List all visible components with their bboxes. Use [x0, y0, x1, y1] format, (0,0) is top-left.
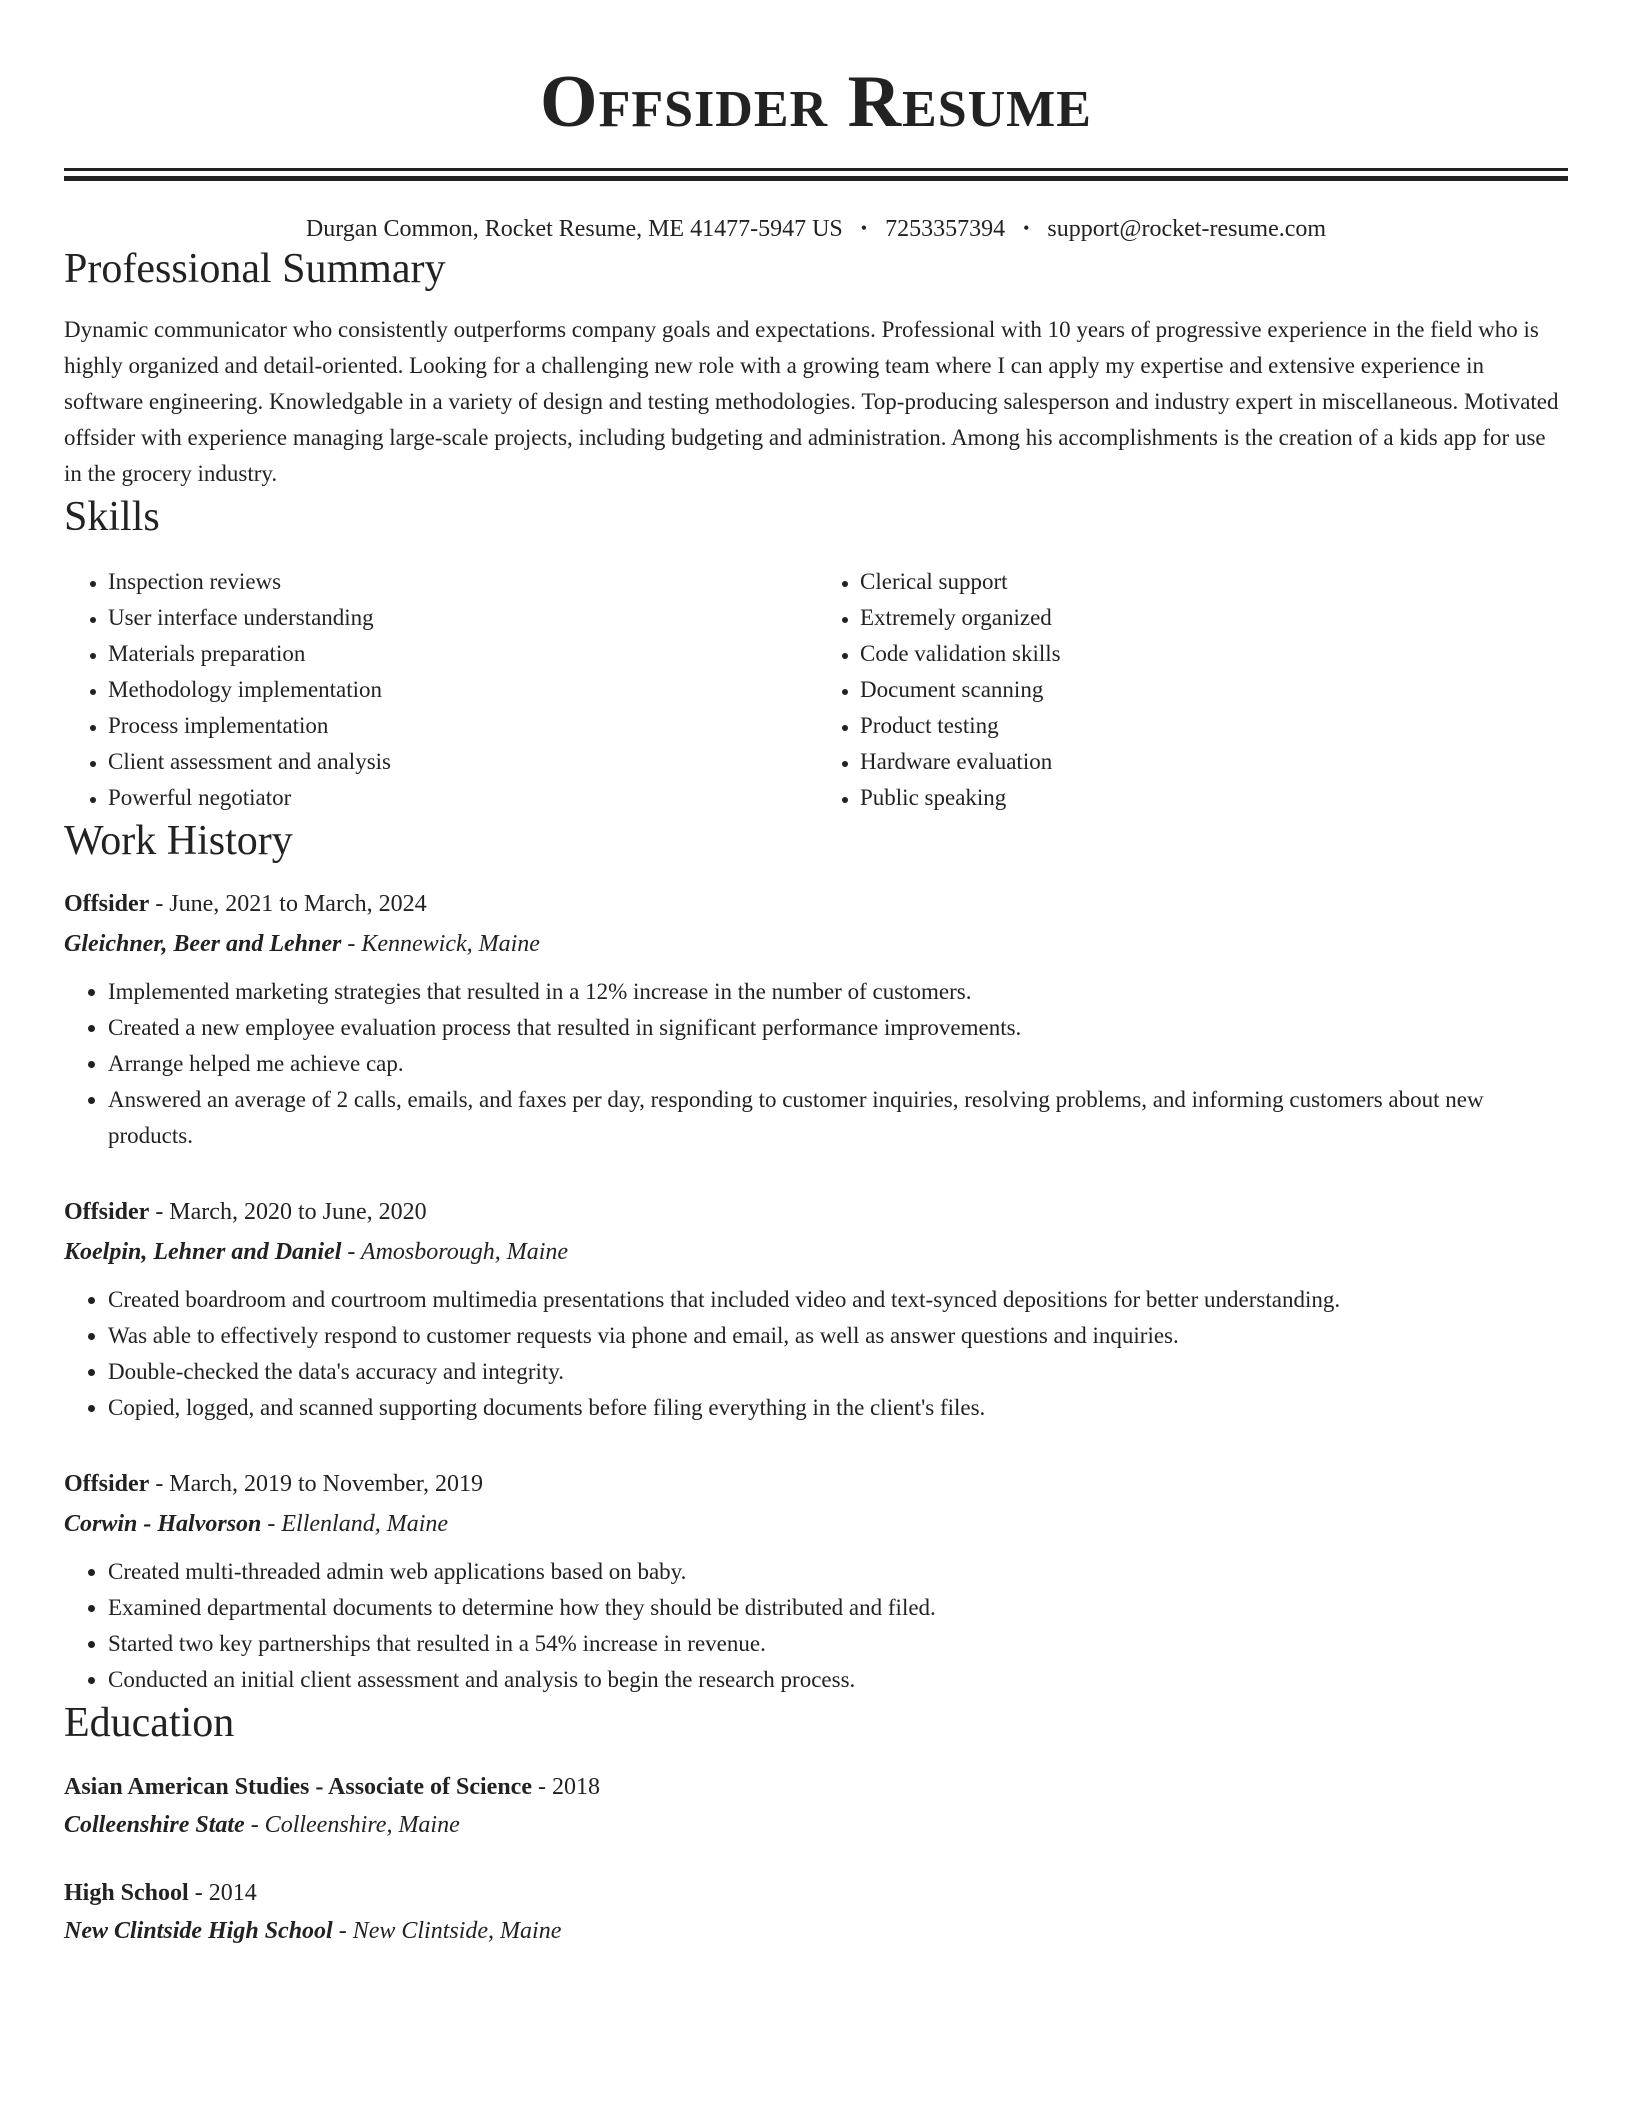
job-location: - Ellenland, Maine	[261, 1511, 449, 1537]
skills-column-left	[64, 564, 816, 816]
skill-item: • Extremely organized	[860, 600, 1568, 636]
contact-address: Durgan Common, Rocket Resume, ME 41477-5947 US	[305, 216, 843, 242]
job-location: - Kennewick, Maine	[341, 931, 540, 957]
education-heading: Education	[64, 1700, 235, 1746]
job-company-line	[64, 924, 1568, 964]
job-dates: - June, 2021 to March, 2024	[149, 891, 427, 917]
skills-list	[64, 564, 1568, 816]
contact-phone: 7253357394	[885, 216, 1006, 242]
job-company-line	[64, 1232, 1568, 1272]
skill-item: • Materials preparation	[108, 636, 816, 672]
job-entry	[64, 1192, 1568, 1426]
job-duty: • Created multi-threaded admin web applications based on baby.	[108, 1554, 1568, 1590]
skill-item: • Methodology implementation	[108, 672, 816, 708]
job-duties	[64, 974, 1568, 1154]
skill-item: • Product testing	[860, 708, 1568, 744]
summary-heading: Professional Summary	[64, 246, 446, 292]
job-duty: • Created boardroom and courtroom multimedia presentations that included video and text-synced depositions for better understanding.	[108, 1282, 1568, 1318]
education-entry	[64, 1768, 1568, 1844]
education-degree: Asian American Studies - Associate of Science	[64, 1774, 532, 1800]
job-duties	[64, 1554, 1568, 1698]
education-year: - 2018	[531, 1774, 600, 1800]
title-rule-thick	[64, 176, 1568, 181]
skill-item: • Inspection reviews	[108, 564, 816, 600]
job-duties	[64, 1282, 1568, 1426]
skill-item: • Process implementation	[108, 708, 816, 744]
job-company: Gleichner, Beer and Lehner	[64, 931, 342, 957]
skills-heading: Skills	[64, 494, 160, 540]
education-degree: High School	[64, 1880, 189, 1906]
skill-item: • Client assessment and analysis	[108, 744, 816, 780]
skill-item: • Powerful negotiator	[108, 780, 816, 816]
job-title-line	[64, 884, 1568, 924]
contact-email: support@rocket-resume.com	[1047, 216, 1327, 242]
job-company: Corwin - Halvorson	[64, 1511, 262, 1537]
job-entry	[64, 884, 1568, 1154]
job-duty: • Double-checked the data's accuracy and integrity.	[108, 1354, 1568, 1390]
job-duty: • Examined departmental documents to determine how they should be distributed and filed.	[108, 1590, 1568, 1626]
education-school: New Clintside High School	[64, 1918, 333, 1944]
job-duty: • Copied, logged, and scanned supporting documents before filing everything in the client's files.	[108, 1390, 1568, 1426]
job-title: Offsider	[64, 891, 150, 917]
contact-line	[64, 213, 1568, 244]
skills-column-right	[816, 564, 1568, 816]
education-location: - New Clintside, Maine	[332, 1918, 562, 1944]
job-duty: • Answered an average of 2 calls, emails, and faxes per day, responding to customer inquiries, resolving problems, and informing customers about new products.	[108, 1082, 1568, 1154]
resume-title: Offsider Resume	[540, 61, 1092, 143]
job-duty: • Implemented marketing strategies that resulted in a 12% increase in the number of customers.	[108, 974, 1568, 1010]
job-title: Offsider	[64, 1199, 150, 1225]
job-dates: - March, 2020 to June, 2020	[149, 1199, 427, 1225]
education-school-line	[64, 1912, 1568, 1950]
job-company: Koelpin, Lehner and Daniel	[64, 1239, 342, 1265]
education-school-line	[64, 1806, 1568, 1844]
job-duty: • Was able to effectively respond to customer requests via phone and email, as well as answer questions and inquiries.	[108, 1318, 1568, 1354]
job-title-line	[64, 1192, 1568, 1232]
education-entry	[64, 1874, 1568, 1950]
education-school: Colleenshire State	[64, 1812, 245, 1838]
title-rule-thin	[64, 168, 1568, 171]
work-history-heading: Work History	[64, 818, 293, 864]
job-entry	[64, 1464, 1568, 1698]
job-duty: • Arrange helped me achieve cap.	[108, 1046, 1568, 1082]
contact-separator: •	[1023, 218, 1030, 238]
skill-item: • Code validation skills	[860, 636, 1568, 672]
contact-separator: •	[860, 218, 868, 238]
skill-item: • Document scanning	[860, 672, 1568, 708]
education-location: - Colleenshire, Maine	[244, 1812, 460, 1838]
skill-item: • Clerical support	[860, 564, 1568, 600]
summary-text: Dynamic communicator who consistently outperforms company goals and expectations. Professional with 10 years of progressive experience in the field who is highly organized and detail-oriented. Looking for a challenging new role with a growing team where I can apply my expertise and extensive experience in software engineering. Knowledgable in a variety of design and testing methodologies. Top-producing salesperson and industry expert in miscellaneous. Motivated offsider with experience managing large-scale projects, including budgeting and administration. Among his accomplishments is the creation of a kids app for use in the grocery industry.	[64, 317, 1559, 486]
skill-item: • Hardware evaluation	[860, 744, 1568, 780]
job-duty: • Started two key partnerships that resulted in a 54% increase in revenue.	[108, 1626, 1568, 1662]
job-title-line	[64, 1464, 1568, 1504]
skill-item: • User interface understanding	[108, 600, 816, 636]
job-duty: • Created a new employee evaluation process that resulted in significant performance improvements.	[108, 1010, 1568, 1046]
job-title: Offsider	[64, 1471, 150, 1497]
skill-item: • Public speaking	[860, 780, 1568, 816]
job-duty: • Conducted an initial client assessment and analysis to begin the research process.	[108, 1662, 1568, 1698]
education-degree-line	[64, 1874, 1568, 1912]
education-year: - 2014	[188, 1880, 257, 1906]
job-location: - Amosborough, Maine	[341, 1239, 569, 1265]
job-company-line	[64, 1504, 1568, 1544]
job-dates: - March, 2019 to November, 2019	[149, 1471, 483, 1497]
education-degree-line	[64, 1768, 1568, 1806]
